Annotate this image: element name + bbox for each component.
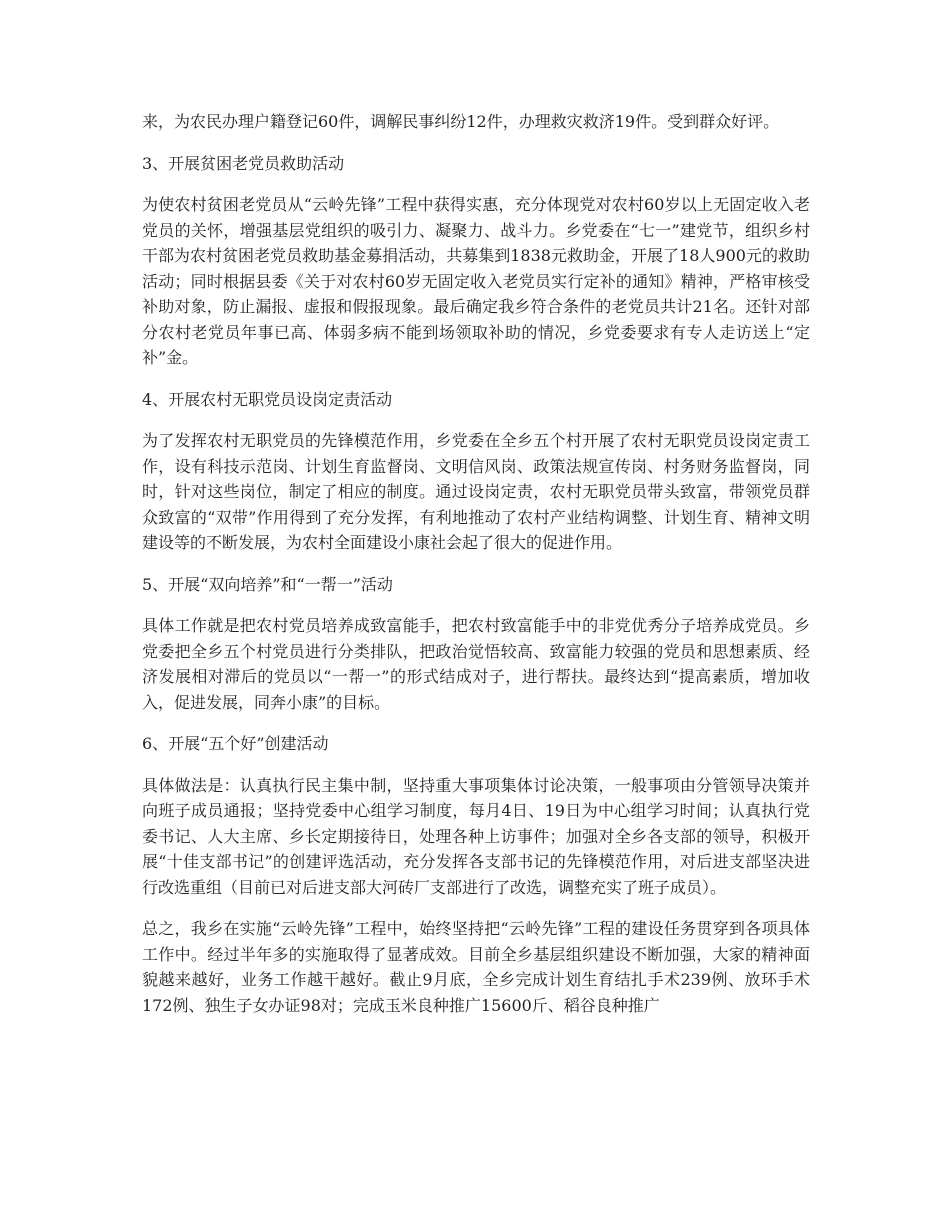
paragraph-dual-training: 具体工作就是把农村党员培养成致富能手，把农村致富能手中的非党优秀分子培养成党员。乡党委把全乡五个村党员进行分类排队，把政治觉悟较高、致富能力较强的党员和思想素质、经济发展相对滞后的党员以“一帮一”的形式结成对子，进行帮扶。最终达到“提高素质，增加收入，促进发展，同奔小康”的目标。 [142,616,810,712]
document-body [142,109,810,1034]
section-heading-3: 3、开展贫困老党员救助活动 [142,153,345,173]
paragraph-poor-veteran-aid: 为使农村贫困老党员从“云岭先锋”工程中获得实惠，充分体现党对农村60岁以上无固定收入老党员的关怀，增强基层党组织的吸引力、凝聚力、战斗力。乡党委在“七一”建党节，组织乡村干部为农村贫困老党员救助基金募捐活动，共募集到1838元救助金，开展了18人900元的救助活动；同时根据县委《关于对农村60岁无固定收入老党员实行定补的通知》精神，严格审核受补助对象，防止漏报、虚报和假报现象。最后确定我乡符合条件的老党员共计21名。还针对部分农村老党员年事已高、体弱多病不能到场领取补助的情况，乡党委要求有专人走访送上“定补”金。 [142,195,810,367]
section-heading-5: 5、开展“双向培养”和“一帮一”活动 [142,574,393,594]
section-heading-4: 4、开展农村无职党员设岗定责活动 [142,389,393,409]
paragraph-continuation: 来，为农民办理户籍登记60件，调解民事纠纷12件，办理救灾救济19件。受到群众好评。 [142,112,780,131]
section-heading-6: 6、开展“五个好”创建活动 [142,734,329,753]
paragraph-post-duties: 为了发挥农村无职党员的先锋模范作用，乡党委在全乡五个村开展了农村无职党员设岗定责工作，设有科技示范岗、计划生育监督岗、文明信风岗、政策法规宣传岗、村务财务监督岗，同时，针对这些岗位，制定了相应的制度。通过设岗定责，农村无职党员带头致富，带领党员群众致富的“双带”作用得到了充分发挥，有利地推动了农村产业结构调整、计划生育、精神文明建设等的不断发展，为农村全面建设小康社会起了很大的促进作用。 [142,431,810,552]
paragraph-summary: 总之，我乡在实施“云岭先锋”工程中，始终坚持把“云岭先锋”工程的建设任务贯穿到各项具体工作中。经过半年多的实施取得了显著成效。目前全乡基层组织建设不断加强，大家的精神面貌越来越好，业务工作越干越好。截止9月底，全乡完成计划生育结扎手术239例、放环手术172例、独生子女办证98对；完成玉米良种推广15600斤、稻谷良种推广 [142,919,810,1015]
paragraph-five-good: 具体做法是：认真执行民主集中制，坚持重大事项集体讨论决策，一般事项由分管领导决策并向班子成员通报；坚持党委中心组学习制度，每月4日、19日为中心组学习时间；认真执行党委书记、人大主席、乡长定期接待日，处理各种上访事件；加强对全乡各支部的领导，积极开展“十佳支部书记”的创建评选活动，充分发挥各支部书记的先锋模范作用，对后进支部坚决进行改选重组（目前已对后进支部大河砖厂支部进行了改选，调整充实了班子成员）。 [142,775,810,897]
